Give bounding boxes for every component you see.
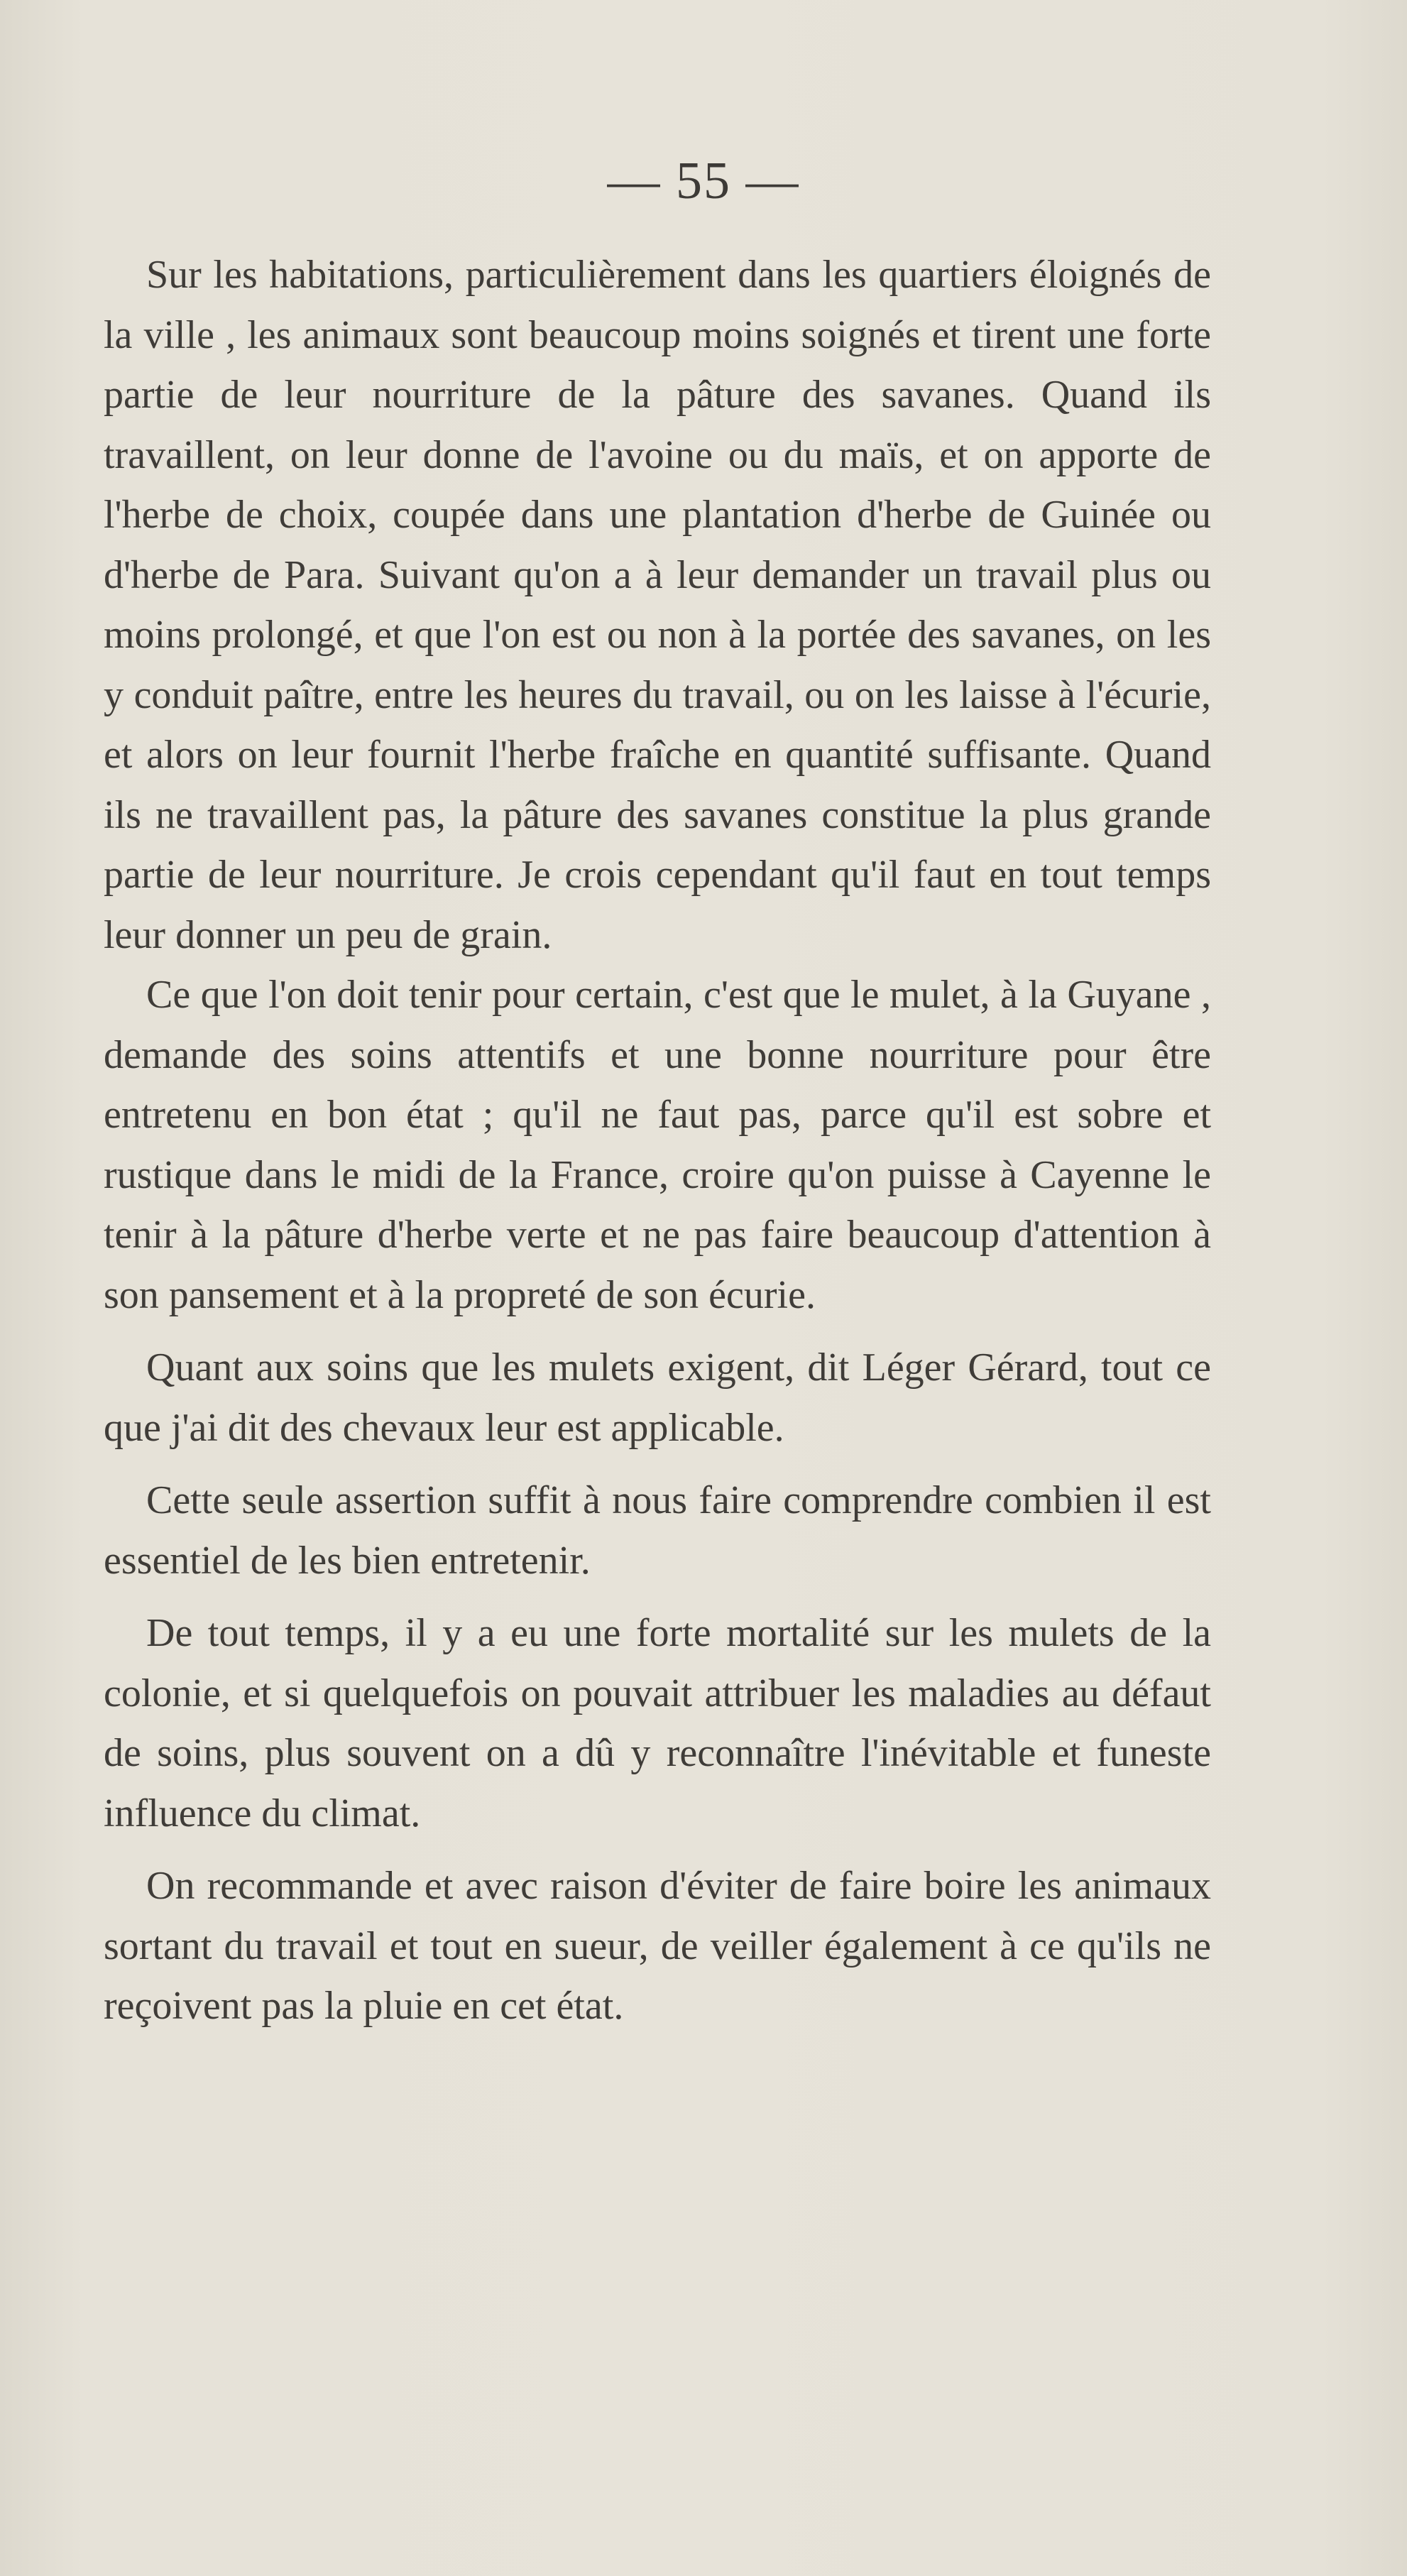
paragraph-3: Quant aux soins que les mulets exigent, dit Léger Gérard, tout ce que j'ai dit des chevaux leur est applicable.: [104, 1346, 1211, 1450]
page-number: — 55 —: [607, 152, 800, 210]
paragraph-5: De tout temps, il y a eu une forte mortalité sur les mulets de la colonie, et si quelquefois on pouvait attribuer les maladies au défaut de soins, plus souvent on a dû y reconnaître l'inévitable et funeste influence du climat.: [104, 1611, 1211, 1835]
paragraph-1: Sur les habitations, particulièrement dans les quartiers éloignés de la ville , les animaux sont beaucoup moins soignés et tirent une forte partie de leur nourriture de la pâture des savanes. Quand ils travaillent, on leur donne de l'avoine ou du maïs, et on apporte de l'herbe de choix, coupée dans une plantation d'herbe de Guinée ou d'herbe de Para. Suivant qu'on a à leur demander un travail plus ou moins prolongé, et que l'on est ou non à la portée des savanes, on les y conduit paître, entre les heures du travail, ou on les laisse à l'écurie, et alors on leur fournit l'herbe fraîche en quantité suffisante. Quand ils ne travaillent pas, la pâture des savanes constitue la plus grande partie de leur nourriture. Je crois cependant qu'il faut en tout temps leur donner un peu de grain.: [104, 253, 1211, 957]
paragraph-2: Ce que l'on doit tenir pour certain, c'est que le mulet, à la Guyane , demande des soins attentifs et une bonne nourriture pour être entretenu en bon état ; qu'il ne faut pas, parce qu'il est sobre et rustique dans le midi de la France, croire qu'on puisse à Cayenne le tenir à la pâture d'herbe verte et ne pas faire beaucoup d'attention à son pansement et à la propreté de son écurie.: [104, 973, 1211, 1317]
paragraph-6: On recommande et avec raison d'éviter de faire boire les animaux sortant du travail et tout en sueur, de veiller également à ce qu'ils ne reçoivent pas la pluie en cet état.: [104, 1864, 1211, 2028]
paragraph-4: Cette seule assertion suffit à nous faire comprendre combien il est essentiel de les bien entretenir.: [104, 1478, 1211, 1583]
body-text: [104, 245, 1211, 2036]
